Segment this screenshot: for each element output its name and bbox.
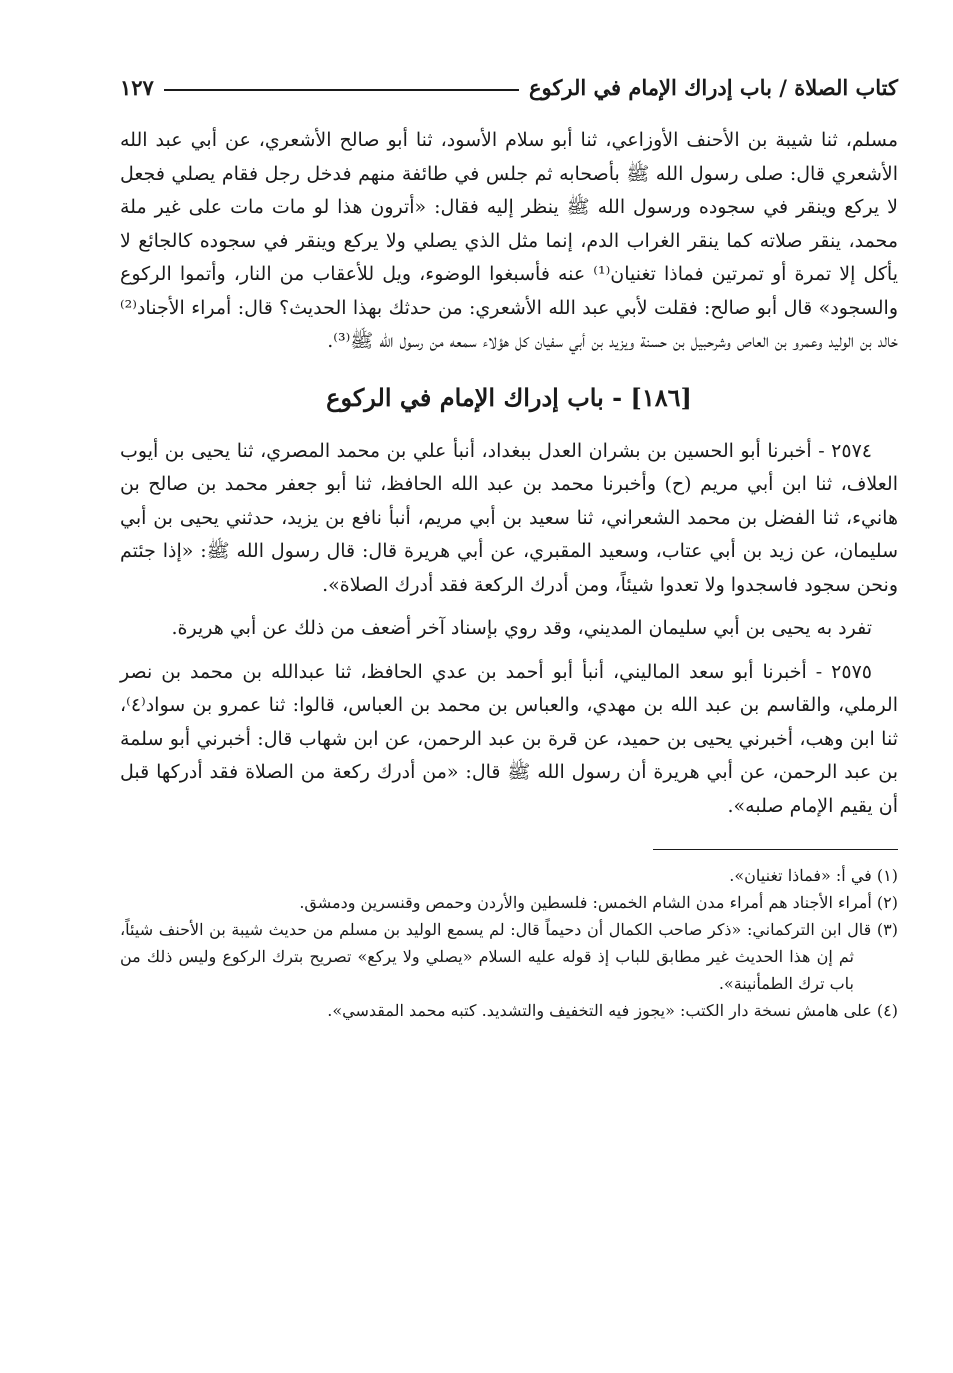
opening-paragraph: مسلم، ثنا شيبة بن الأحنف الأوزاعي، ثنا أبو سلام الأسود، ثنا أبو صالح الأشعري، عن أبي عبد الله الأشعري قال: صلى رسول الله ﷺ بأصحابه ثم جلس في طائفة منهم فدخل رجل فقام يصلي فجعل لا يركع وينقر في سجوده ورسول الله ﷺ ينظر إليه فقال: «أترون هذا لو مات مات على غير ملة محمد، ينقر صلاته كما ينقر الغراب الدم، إنما مثل الذي يصلي ولا يركع وينقر في سجوده كالجائع لا يأكل إلا تمرة أو تمرتين فماذا تغنيان⁽¹⁾ عنه فأسبغوا الوضوء، ويل للأعقاب من النار، وأتموا الركوع والسجود» قال أبو صالح: فقلت لأبي عبد الله الأشعري: من حدثك بهذا الحديث؟ قال: أمراء الأجناد⁽²⁾ خالد بن الوليد وعمرو بن العاص وشرحبيل بن حسنة ويزيد بن أبي سفيان كل هؤلاء سمعه من رسول الله ﷺ⁽³⁾.: [120, 129, 898, 352]
hadith-2574-note: تفرد به يحيى بن أبي سليمان المديني، وقد روي بإسناد آخر أضعف من ذلك عن أبي هريرة.: [171, 617, 872, 639]
running-header: [120, 60, 898, 100]
book-page: [120, 60, 898, 1024]
footnote-2: (٢) أمراء الأجناد هم أمراء مدن الشام الخمس: فلسطين والأردن وحمص وقنسرين ودمشق.: [299, 893, 898, 912]
hadith-2574: ٢٥٧٤ - أخبرنا أبو الحسين بن بشران العدل ببغداد، أنبأ علي بن محمد المصري، ثنا يحيى بن أيوب العلاف، ثنا ابن أبي مريم (ح) وأخبرنا محمد بن عبد الله الحافظ، ثنا أبو جعفر محمد بن صالح بن هانيء، ثنا الفضل بن محمد الشعراني، ثنا سعيد بن أبي مريم، أنبأ نافع بن يزيد، حدثني يحيى بن أبي سليمان، عن زيد بن أبي عتاب، وسعيد المقبري، عن أبي هريرة قال: قال رسول الله ﷺ: «إذا جئتم ونحن سجود فاسجدوا ولا تعدوا شيئاً، ومن أدرك الركعة فقد أدرك الصلاة».: [120, 439, 898, 596]
footnote-separator: [653, 849, 898, 850]
hadith-2575: ٢٥٧٥ - أخبرنا أبو سعد الماليني، أنبأ أبو أحمد بن عدي الحافظ، ثنا عبدالله بن محمد بن نصر الرملي، والقاسم بن عبد الله بن مهدي، والعباس بن محمد بن العباس، قالوا: ثنا عمرو بن سواد⁽٤⁾، ثنا ابن وهب، أخبرني يحيى بن حميد، عن قرة بن عبد الرحمن، عن ابن شهاب قال: أخبرني أبو سلمة بن عبد الرحمن، عن أبي هريرة أن رسول الله ﷺ قال: «من أدرك ركعة من الصلاة فقد أدركها قبل أن يقيم الإمام صلبه».: [120, 660, 898, 817]
header-rule: [164, 89, 519, 91]
footnote-4: (٤) على هامش نسخة دار الكتب: «يجوز فيه التخفيف والتشديد. كتبه محمد المقدسي».: [327, 1001, 898, 1020]
chapter-heading: [١٨٦] - باب إدراك الإمام في الركوع: [326, 382, 692, 412]
running-header-title: كتاب الصلاة / باب إدراك الإمام في الركوع: [528, 75, 898, 100]
page-number: ١٢٧: [120, 75, 154, 100]
footnote-3: (٣) قال ابن التركماني: «ذكر صاحب الكمال أن دحيماً قال: لم يسمع الوليد بن مسلم من حديث شيبة بن الأحنف شيئاً، ثم إن هذا الحديث غير مطابق للباب إذ قوله عليه السلام «يصلي ولا يركع» تصريح بترك الركوع وليس ذلك من باب ترك الطمأنينة».: [120, 920, 899, 993]
footnotes-list: [120, 862, 898, 1024]
footnote-1: (١) في أ: «فماذا تغنيان».: [729, 866, 898, 885]
